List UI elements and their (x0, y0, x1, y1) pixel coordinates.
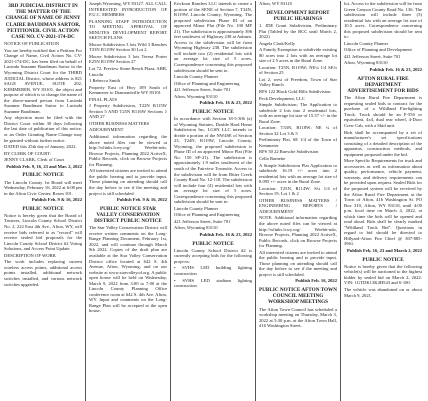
notice-block (344, 1, 422, 73)
notice-paragraph: A Simple Subdivision Plat Application to subdivide 16.19 +/- acres into 2 residential lots with an average lot size of 8.095 +/- acres in the Rural Zone. (259, 162, 337, 185)
notice-paragraph: Lot 2, west of Freedom, Town of Star Valley Ranch (259, 76, 337, 88)
notice-paragraph: The Star Valley Conservation District will receive written comments on the Long-Range Planning Document, February 1st, 2022, and will continue through March 9th 2022. Copies of the draft plan are available at the Star Valley Conservation District office located at 642 S. 4th Avenue, Afton, Wyoming, and on our website at www.starvalleycd.org. A public open house will be held on Wednesday, March 9, 2022 from 3:00 to 7:00 at the Lincoln County Planning Office conference room at 642 S. 4th Ave. Afton, WY. Input and comments on the Long-Range Plan will be accepted at the open house. (89, 225, 167, 314)
notice-paragraph: RFS 50 22 Ruesche Subdivision (259, 149, 319, 155)
notice-paragraph: Notice is hereby given that the Board of Trustees, Lincoln County School District No. 2, 222 East 4th Ave., Afton, WY, will receive bids referred to as "record" will receive sealed bid proposals for the Lincoln County School District #2 Voting Solutions, and Access Point Update. (4, 212, 82, 252)
notice-paragraph: Erickson Ranches LLC intends to create a portion of the SENE of Section 7, T34N, R119W, Lincoln County, Wyoming. The proposed subdivision Phase III of an approved Minor Plat (File No. 100 MP 21). The subdivision is approximately 396 feet southwest of Highway 238 at Auburn. Access to the subdivision will be from Wyoming Highway 238. The subdivision will include two (2) residential lots with an average lot size of 5 acres. Correspondence concerning this proposed subdivision should be sent to: (174, 1, 252, 73)
column-3 (171, 1, 255, 401)
notice-paragraph: 1. JDE Grant Subdivision, Preliminary Plat (Tabled by the BCC until March 2, 2022) (259, 22, 337, 40)
notice-paragraph: 421 Jefferson Street, Suite 701 (344, 53, 401, 59)
notice-paragraph: The Afton Rural Fire Department is requesting sealed bids to contract for the purchase of a Wildland Firefighting Truck. Truck should be an F-550 or equivalent, 4x4, dual rear wheel, 4-Door Crew Cab, with a Skid unit. (344, 95, 422, 128)
notice-block (344, 76, 422, 254)
notice-block (89, 1, 167, 203)
publish-dates: Publish Feb. 16, 23 and March 2, 2022 (347, 247, 422, 253)
notice-block (174, 241, 252, 289)
notice-heading: 3RD JUDICIAL DISTRICT IN THE MATTER OF THE CHANGE OF NAME OF JENNY CLAIRE BAUDIMAN SARTOR, PETITIONER. CIVIL ACTION CASE NO. CV-2021-174-DC (5, 3, 81, 41)
notice-block (259, 1, 337, 7)
column-4 (256, 1, 340, 401)
notice-paragraph: Office of Planning and Engineering (174, 212, 240, 218)
publish-dates: Publish Feb. 9 & 16, 2022 (31, 197, 82, 203)
notice-paragraph: Location: T25N, R119W; NE¼ 1/4 SE¼ of Section 25 (259, 64, 337, 76)
notice-heading: PUBLIC NOTICE AFTON TOWN COUNCIL MEETING WORKSHOP MEETINGS (259, 287, 337, 306)
notice-heading: PUBLIC NOTICE (362, 256, 404, 263)
notice-block (4, 172, 82, 202)
notice-paragraph: Location: T25N, R114W; S¼ 1/4 of Section 19, Lot 1 & 2 (259, 185, 337, 197)
notice-paragraph: Bids shall be accompanied by a set of manufacturer's set specifications consisting of a detailed description of the apparatus, construction methods, and equipment proposed under the bid. (344, 129, 422, 157)
publish-dates: Publish Feb. 16 & 23, 2022 (199, 232, 252, 238)
publish-dates: Publish Feb. 16 & 23, 2022 (369, 67, 422, 73)
notice-block (4, 3, 82, 169)
notice-paragraph: Location: T33N, R118W; NE ¼ of Section 32 Lot 3 & 5 (259, 125, 337, 136)
notice-paragraph: All interested citizens are invited to attend the public hearing and to provide input. Those planning on attending should call the day before to see if the meeting and project is still scheduled. (89, 168, 167, 196)
notice-block (174, 109, 252, 238)
notice-paragraph: • SVHS LED stadium lighting construction (174, 277, 252, 289)
notice-paragraph: Afton, WY 83110 (259, 1, 292, 6)
notice-paragraph: DATED this 25th day of January, 2022. (4, 144, 77, 150)
notice-paragraph: 421 Jefferson Street, Suite 701 (174, 87, 231, 93)
notice-paragraph: J Property Subdivision, T22N R115W Section 5 AND T25N R116W Sections 1 AND 27 (89, 103, 167, 120)
notice-block (344, 257, 422, 298)
notice-heading: PUBLIC NOTICE (192, 108, 234, 115)
notice-heading: AFTON RURAL FIRE DEPARTMENT ADVERTISEMENT FOR BIDS (347, 75, 419, 95)
notice-paragraph: The Afton Town Council has scheduled a workshop meeting on Thursday, March 3, 2022 at 5:30 p.m. at the Afton Town Hall, 416 Washington Street. (259, 306, 337, 329)
notice-paragraph: A Family Exemption to subdivide existing 80 acres into 2 lots with an average lot size of 2.5 acres in the Rural Zone. (259, 47, 337, 64)
notice-paragraph: Moose Subdivision 3 lots Wild 3 Ranches T33N R119W Section 30 Lot 2 (89, 41, 167, 53)
notice-paragraph: You are hereby notified that a Petition For Change of Name, Civil Action No. CV-2021-174-DC, has been filed on behalf of Lucinda Suzanne Baudiman Sartor in the Wyoming District Court for the THIRD JUDICIAL District, whose address is 821 SAGE AVENUE, SUITE 202, KEMMERER, WY 83101, the object and purpose of which is to change the name of the above-named person from Lucinda Suzanne Baudiman Sartor to Lucinda Suzanne Baudiman. (4, 47, 82, 114)
publish-dates: Publish Feb. 16, 2022 (295, 278, 337, 284)
notice-paragraph: Lincoln County Planner (174, 74, 219, 80)
notice-paragraph: In accordance with Section 18-5-306 (a) of Wyoming Statutes, Double Hard Home Subdivision Inc, LGSN LLC intends to divide a portion of the NW4SE of Section 23, T24N, R119W, Lincoln County, Wyoming, the proposed subdivision is Phase III of an approved Minor Plat (File No. 150 SP-21). The subdivision is approximately 1.9 miles southwest of the south of the Fairview Townsite. Access to the subdivision will be from Bitter Creek County Road No. 12-118. The subdivision will include four (4) residential lots with an average lot size of 5 acres. Correspondence concerning this proposed subdivision should be sent to: (174, 116, 252, 205)
notice-paragraph: More Specific Requirements for truck and accessories as well as information about quality, performance, vehicle payment, warranty, and delivery requirements can be provided upon request. Sealed Bids for the proposed system will be received by the Afton Rural Fire Department at the Town of Afton, 416 Washington St. PO Box 310, Afton, WY 83110, until 4:00 p.m. local time on March 4, 2022, at which time the bids will be opened and read aloud. Bids shall be clearly marked "Wildland Truck Bid". Questions in regard to bid should be directed to Hillyard-Afton Fire Chief @ 307-885-3961. (344, 158, 422, 247)
column-5 (341, 1, 425, 401)
notice-paragraph: OTHER BUSINESS MATTERS / ENGINEERING REPORTS / ADJOURNMENT (259, 197, 337, 214)
notice-paragraph: Afton, Wyoming 83110 (174, 93, 218, 99)
notice-paragraph: Moose Subdivision 3 lots Teresa Porter E25N R119W Section 27 (89, 53, 167, 65)
notice-block (259, 10, 337, 285)
notice-heading: PUBLIC NOTICE (192, 240, 234, 247)
notice-paragraph: Office of Planning and Development (344, 47, 412, 53)
notice-paragraph: Afton, Wyoming 83110 (344, 60, 388, 66)
notice-paragraph: NOTICE OF PUBLICATION (4, 41, 60, 47)
notice-block (89, 206, 167, 314)
notice-paragraph: lot. Access to the subdivision will be from Green Canyon County Road No. 136. The subdivision will include three (3) residential lots with an average lot size of 10.5 acres. Correspondence concerning this proposed subdivision should be sent to: (344, 1, 422, 40)
notice-heading: PUBLIC NOTICE (22, 205, 64, 212)
notice-paragraph: Lot 72. Preview Stone Bench Plaza, ABB, Lincoln (89, 66, 167, 77)
notice-paragraph: Simple Subdivision; The Application to subdivide 2 lots into 2 residential lots, with an average lot size of 15.57 +/- in the Rural Zone. (259, 102, 337, 124)
publish-dates: Publish Feb. 16 & 23, 2022 (199, 100, 252, 106)
notice-paragraph: BY CLERK OF COURT: (4, 150, 51, 156)
notice-block (259, 287, 337, 329)
notice-paragraph: Peck Development, LLC (259, 95, 305, 101)
notice-paragraph: FINAL PLATS (89, 96, 118, 102)
column-2 (86, 1, 170, 401)
publish-dates: Publish Feb. 9 & 16, 2022 (116, 197, 167, 203)
notice-paragraph: 1 Rebecca Smith (89, 78, 121, 84)
notice-paragraph: Office of Planning and Engineering (174, 80, 240, 86)
notice-paragraph: Lincoln County Planner (174, 205, 219, 211)
notice-paragraph: Lincoln County Planner (344, 40, 389, 46)
notice-paragraph: • SVHS LED building lighting construction (174, 265, 252, 277)
notice-paragraph: Cella Barnette (259, 155, 286, 161)
notice-paragraph: DESCRIPTION OF WORK (4, 252, 56, 258)
notice-paragraph: Lincoln County School District #2 is currently accepting bids for the following projects: (174, 247, 252, 264)
notice-paragraph: All interested citizens are invited to attend the public hearing and to provide input. Those planning on attending should call the day before to see if the meeting and project is still scheduled. (259, 249, 337, 277)
notice-paragraph: Property East of Hwy 189 South of Kemmerer to Diamondville WY 83101 (89, 84, 167, 96)
publish-dates: Publish Feb. 9, 16, 23 and Mar. 2, 2022 (6, 163, 82, 169)
notice-paragraph: The vehicle was abandoned on or about March 9, 2021. (344, 286, 422, 298)
column-1 (1, 1, 85, 401)
notice-paragraph: Any objection must be filed with the District Court within 30 days following the last date of publication of this notice, or an Order Granting Name Change may be granted without further notice. (4, 115, 82, 143)
notice-paragraph: JENNY CLARK, Clerk of Court (4, 157, 65, 163)
notice-paragraph: The work includes replacing current wireless access points, additional access points installed, additional network switches installed, and various network switches upgraded. (4, 259, 82, 287)
notice-paragraph: Notice is hereby given that the following vehicle(s) will be auctioned to the highest bidder by sealed bid on March 2, 2022: VIN: 1GTDK13K4H543 and 6-100. (344, 263, 422, 286)
notice-paragraph: Preliminary Plat, SE 1/4 of the Town of Kemmerer (259, 137, 337, 148)
notice-heading: PUBLIC NOTICE STAR VALLEY CONSERVATION DISTRICT PUBLIC NOTICE (94, 205, 162, 225)
notice-paragraph: RFS 122 Black Gold Hills Subdivision (259, 88, 331, 94)
notice-paragraph: PLANNING STAFF INTRODUCTION TO MEETING APPROVAL OF MINUTES DEVELOPMENT REPORT SKETCH PLANS (89, 18, 167, 41)
notice-paragraph: ADJOURNMENT (89, 127, 124, 133)
notice-block (174, 1, 252, 106)
notice-paragraph: NOTE: Additional information regarding the above noted files can be viewed at http://wlinks.lcwy.org/ Weebit-ndo, Browse Projects, Planning 2022 ActiveX, Public Records, click on Browse Projects for Planning. (259, 215, 337, 249)
notice-heading: DEVELOPMENT REPORT PUBLIC HEARINGS (266, 9, 330, 22)
notice-paragraph: Afton, Wyoming 83110 (174, 225, 218, 231)
notice-paragraph: Additional information regarding the above noted files can be viewed at http://wlinks.lcwy.org/ Weebit-ndo, Browse Projects, Planning 2022 ActiveX, Public Records, click on Browse Projects for Planning. (89, 134, 167, 167)
notice-paragraph: Joseph Wyoming, WY 83127. ALL CALL INTERESTED INTRODUCTION OF P.U.C. MEMBERS (89, 1, 167, 18)
notice-paragraph: The Lincoln County 1st Board will meet Wednesday, February 16, 2022 at 6:00 pm in the Afton Civic Center, Room 101. (4, 179, 82, 196)
notice-paragraph: Angela Clark/Kelly (259, 40, 296, 46)
notice-paragraph: OTHER BUSINESS MATTERS (89, 120, 150, 126)
notice-block (4, 206, 82, 287)
notice-heading: PUBLIC NOTICE (22, 172, 64, 179)
notice-paragraph: 421 Jefferson Street, Suite 701 (174, 218, 231, 224)
